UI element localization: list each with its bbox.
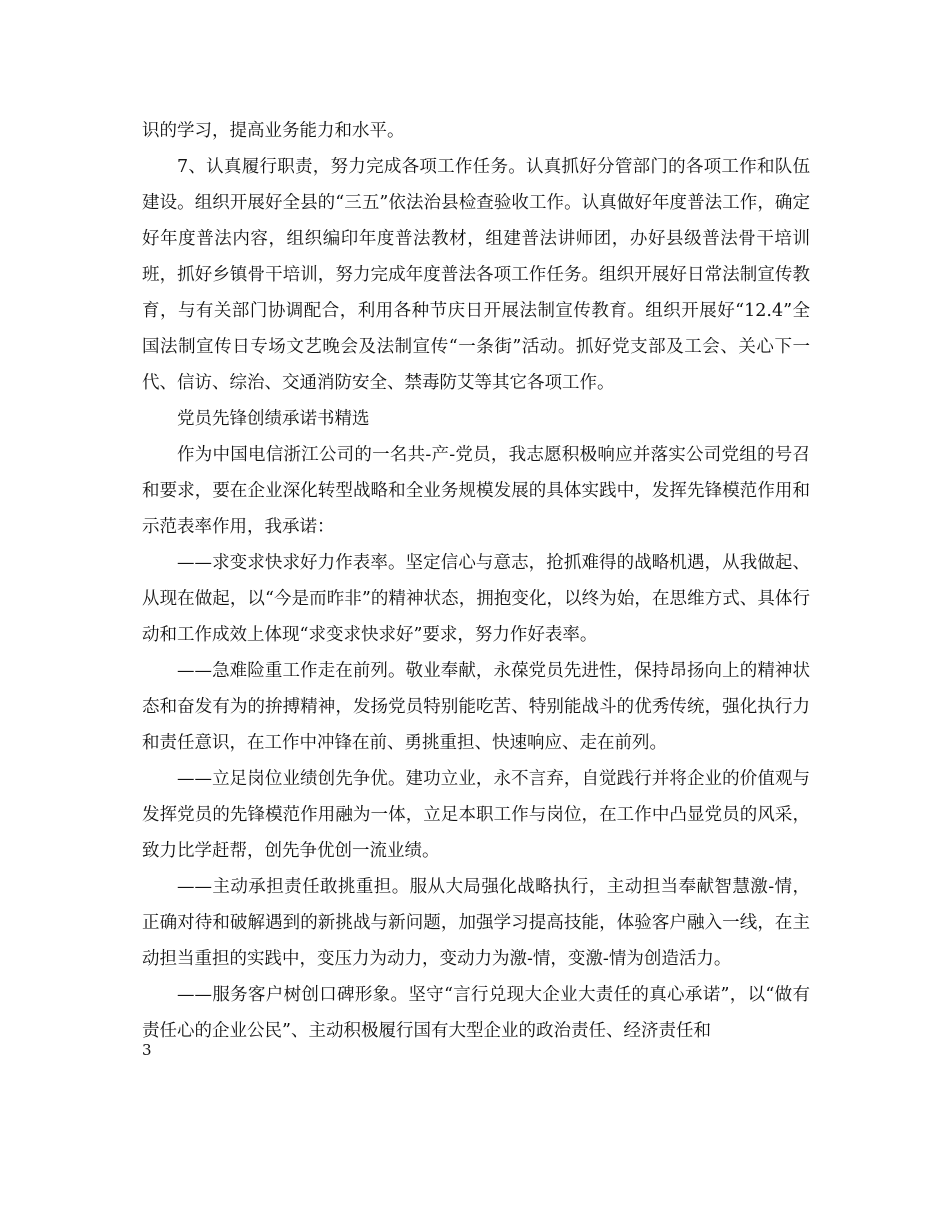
page-number: 3 (142, 1041, 152, 1059)
paragraph-2: 7、认真履行职责，努力完成各项工作任务。认真抓好分管部门的各项工作和队伍建设。组织开展好全县的“三五”依法治县检查验收工作。认真做好年度普法工作，确定好年度普法内容，组织编印年度普法教材，组建普法讲师团，办好县级普法骨干培训班，抓好乡镇骨干培训，努力完成年度普法各项工作任务。组织开展好日常法制宣传教育，与有关部门协调配合，利用各种节庆日开展法制宣传教育。组织开展好“12.4”全国法制宣传日专场文艺晚会及法制宣传“一条街”活动。抓好党支部及工会、关心下一代、信访、综治、交通消防安全、禁毒防艾等其它各项工作。 (142, 157, 810, 393)
paragraph-5: ——急难险重工作走在前列。敬业奉献，永葆党员先进性，保持昂扬向上的精神状态和奋发有为的拚搏精神，发扬党员特别能吃苦、特别能战斗的优秀传统，强化执行力和责任意识，在工作中冲锋在前、勇挑重担、快速响应、走在前列。 (142, 661, 810, 753)
paragraph-8: ——服务客户树创口碑形象。坚守“言行兑现大企业大责任的真心承诺”，以“做有责任心的企业公民”、主动积极履行国有大型企业的政治责任、经济责任和 (142, 985, 810, 1041)
paragraph-6: ——立足岗位业绩创先争优。建功立业，永不言弃，自觉践行并将企业的价值观与发挥党员的先锋模范作用融为一体，立足本职工作与岗位，在工作中凸显党员的风采，致力比学赶帮，创先争优创一流业绩。 (142, 769, 810, 861)
document-body (142, 113, 810, 1049)
paragraph-3: 作为中国电信浙江公司的一名共-产-党员，我志愿积极响应并落实公司党组的号召和要求，要在企业深化转型战略和全业务规模发展的具体实践中，发挥先锋模范作用和示范表率作用，我承诺： (142, 445, 810, 537)
paragraph-1: 识的学习，提高业务能力和水平。 (142, 121, 405, 141)
paragraph-4: ——求变求快求好力作表率。坚定信心与意志，抢抓难得的战略机遇，从我做起、从现在做起，以“今是而昨非”的精神状态，拥抱变化，以终为始，在思维方式、具体行动和工作成效上体现“求变求快求好”要求，努力作好表率。 (142, 553, 810, 645)
paragraph-7: ——主动承担责任敢挑重担。服从大局强化战略执行，主动担当奉献智慧激-情，正确对待和破解遇到的新挑战与新问题，加强学习提高技能，体验客户融入一线，在主动担当重担的实践中，变压力为动力，变动力为激-情，变激-情为创造活力。 (142, 877, 810, 969)
section-heading: 党员先锋创绩承诺书精选 (177, 409, 370, 429)
